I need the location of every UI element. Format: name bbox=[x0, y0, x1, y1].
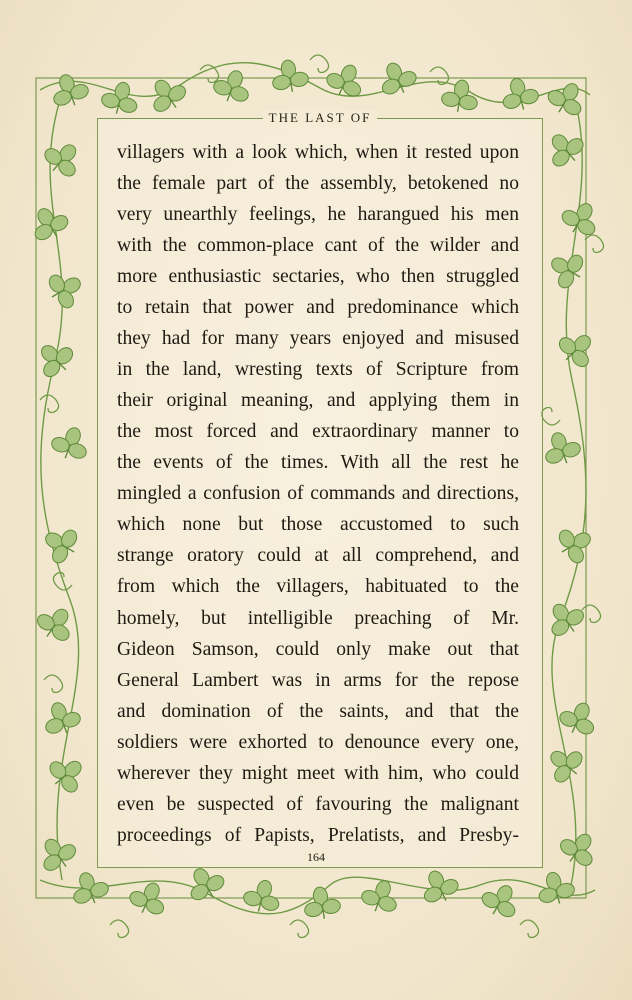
text-line: in the land, wresting texts of Scripture from bbox=[117, 359, 519, 380]
text-line: soldiers were exhorted to denounce every one, bbox=[117, 732, 519, 753]
text-line: the most forced and extraordinary manner to bbox=[117, 421, 519, 442]
text-line: very unearthly feelings, he harangued his men bbox=[117, 204, 519, 225]
text-line: the female part of the assembly, betokened no bbox=[117, 173, 519, 194]
text-line: and domination of the saints, and that the bbox=[117, 701, 519, 722]
text-line: from which the villagers, habituated to the bbox=[117, 576, 519, 597]
text-line: General Lambert was in arms for the repose bbox=[117, 670, 519, 691]
text-line: strange oratory could at all comprehend, and bbox=[117, 545, 519, 566]
text-line: proceedings of Papists, Prelatists, and Presby- bbox=[117, 825, 519, 846]
text-line: even be suspected of favouring the malignant bbox=[117, 794, 519, 815]
text-line: mingled a confusion of commands and directions, bbox=[117, 483, 519, 504]
text-line: more enthusiastic sectaries, who then struggled bbox=[117, 266, 519, 287]
text-line: homely, but intelligible preaching of Mr. bbox=[117, 608, 519, 629]
text-line: their original meaning, and applying them in bbox=[117, 390, 519, 411]
text-line: with the common-place cant of the wilder and bbox=[117, 235, 519, 256]
text-line: villagers with a look which, when it rested upon bbox=[117, 142, 519, 163]
text-line: which none but those accustomed to such bbox=[117, 514, 519, 535]
running-head: THE LAST OF bbox=[97, 110, 543, 126]
text-line: they had for many years enjoyed and misused bbox=[117, 328, 519, 349]
text-line: Gideon Samson, could only make out that bbox=[117, 639, 519, 660]
text-line: the events of the times. With all the rest he bbox=[117, 452, 519, 473]
text-line: to retain that power and predominance which bbox=[117, 297, 519, 318]
page-number: 164 bbox=[300, 850, 332, 865]
text-line: wherever they might meet with him, who could bbox=[117, 763, 519, 784]
